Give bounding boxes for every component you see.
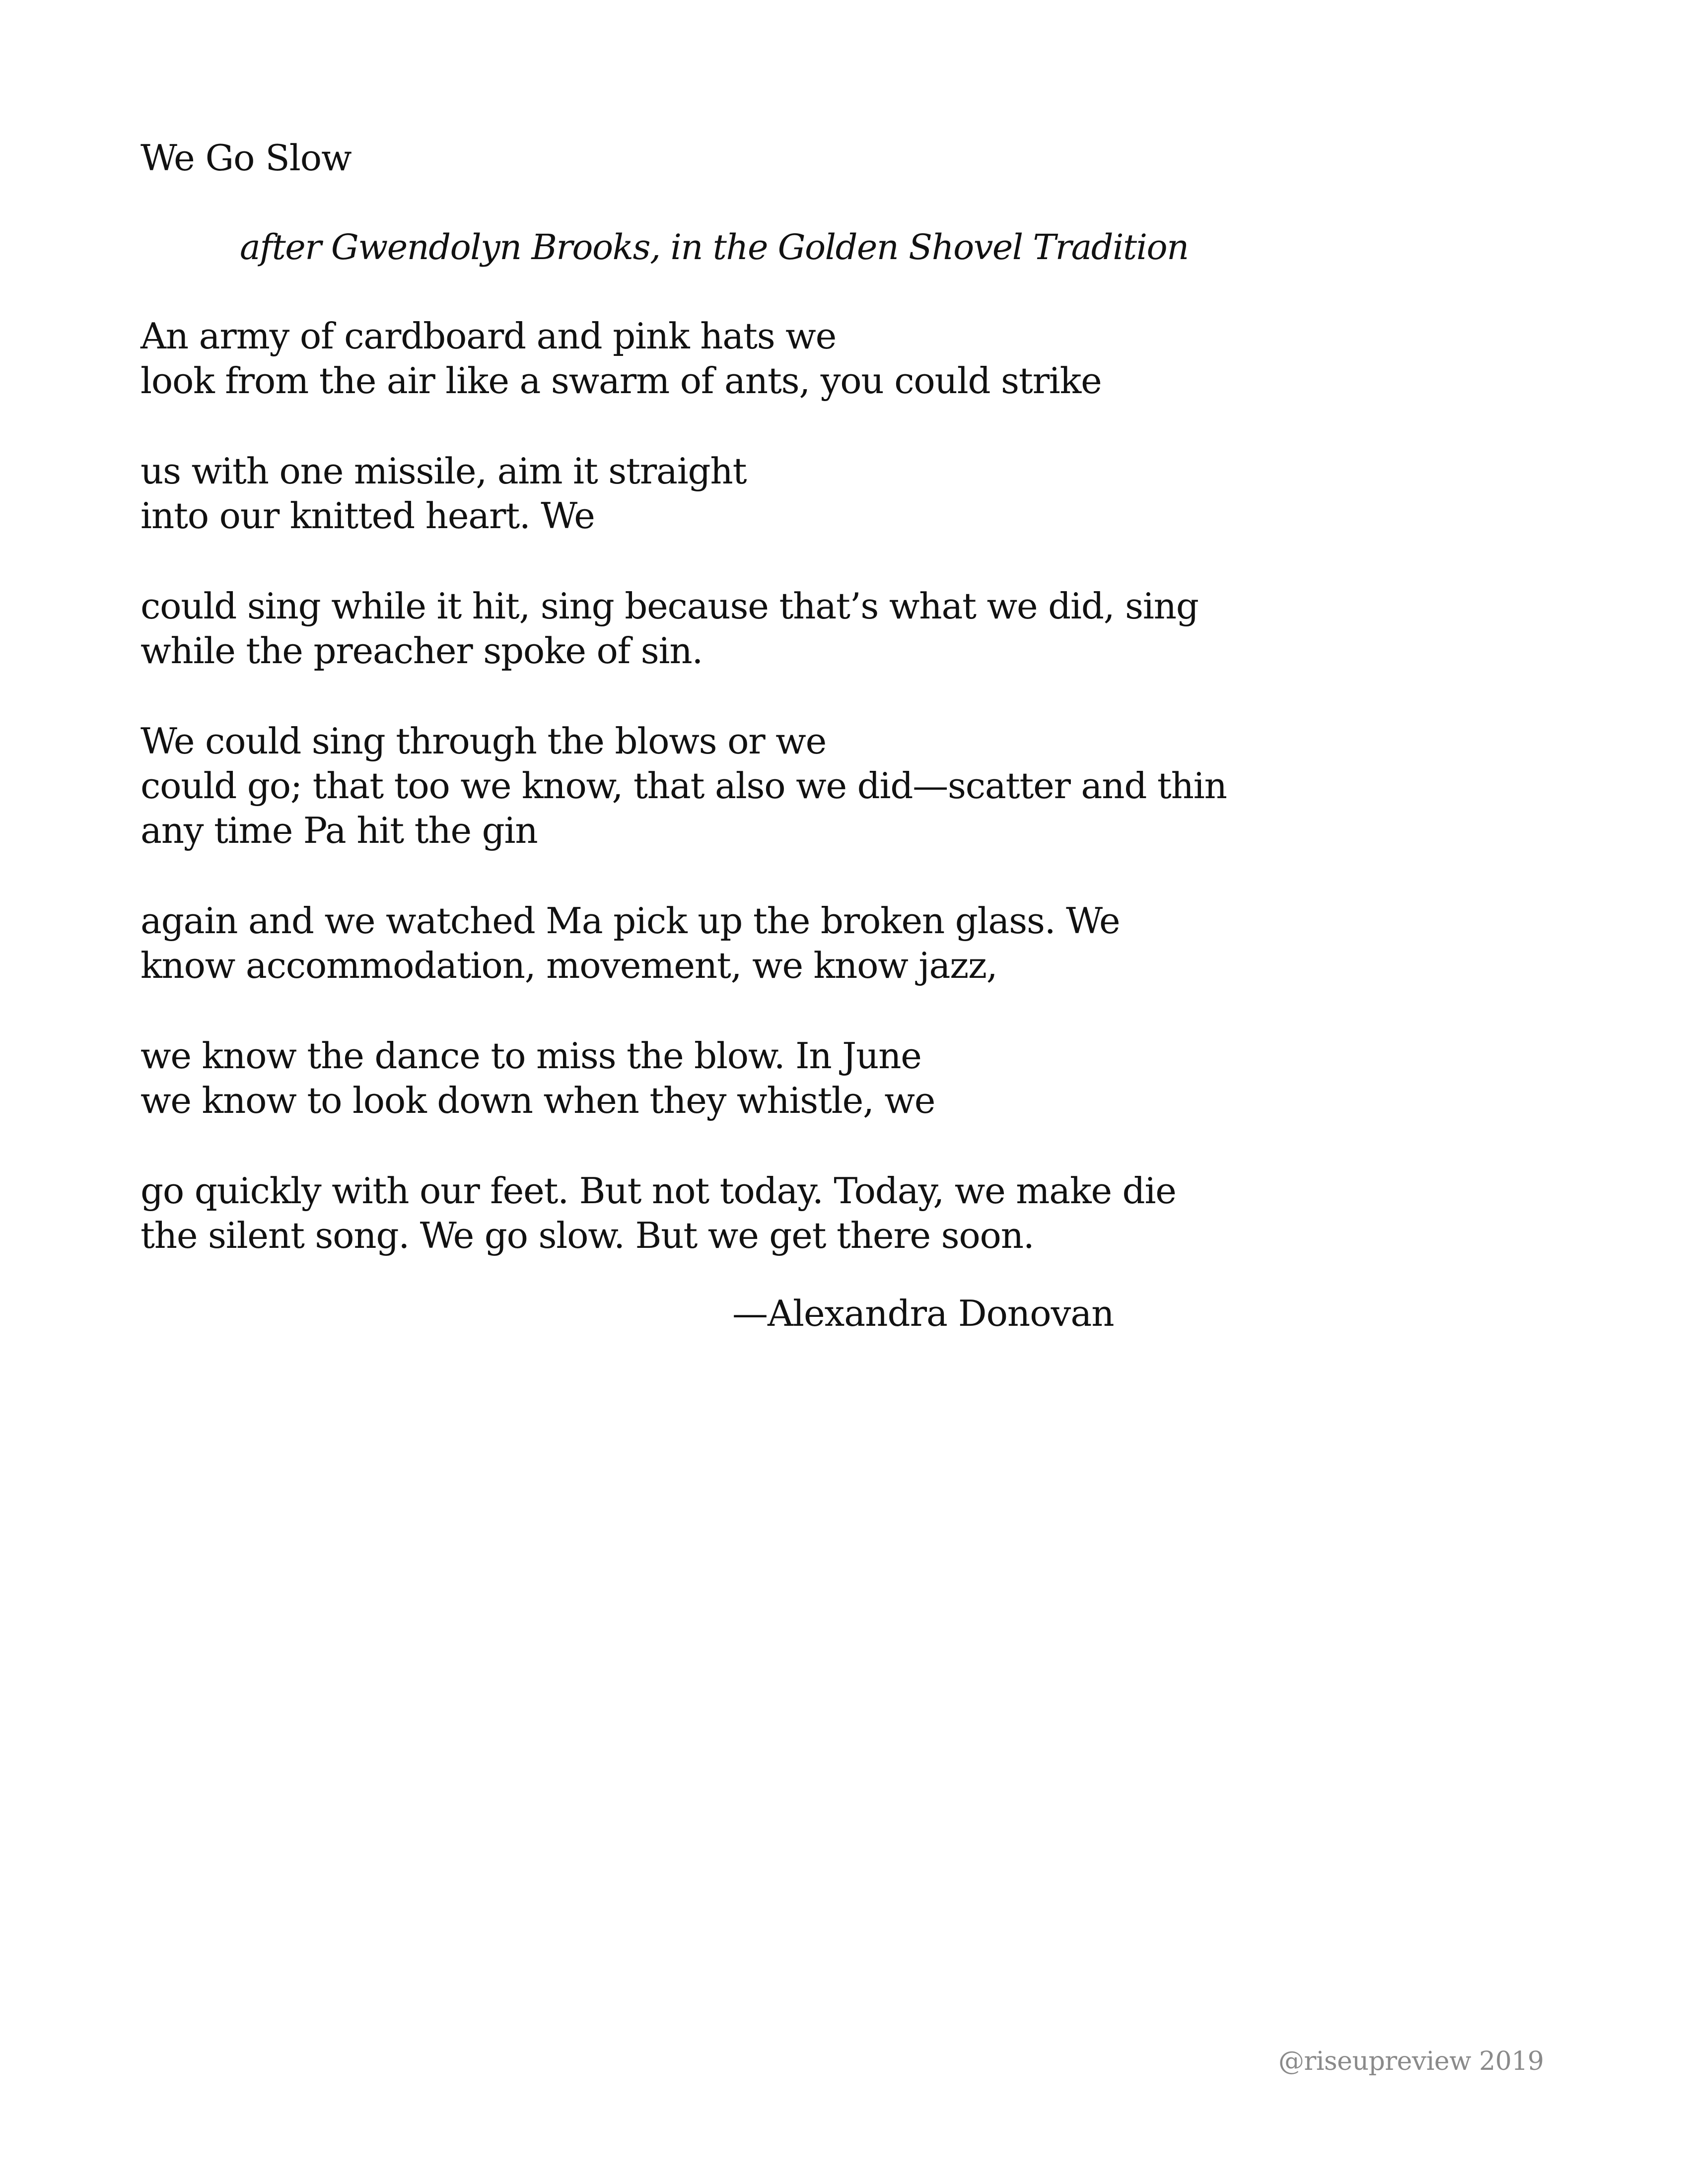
poem-line: the silent song. We go slow. But we get there soon. xyxy=(141,1215,1034,1256)
poem-line: could go; that too we know, that also we did—scatter and thin xyxy=(141,765,1227,807)
poem-line: We could sing through the blows or we xyxy=(141,720,827,762)
stanza xyxy=(141,449,1332,538)
stanza xyxy=(141,1033,1332,1123)
poem-line: An army of cardboard and pink hats we xyxy=(141,315,837,357)
stanza xyxy=(141,898,1332,988)
poem-line: us with one missile, aim it straight xyxy=(141,450,747,492)
stanza xyxy=(141,314,1332,403)
stanza xyxy=(141,1168,1332,1258)
footer-credit: @riseupreview 2019 xyxy=(1278,2047,1544,2076)
stanza xyxy=(141,719,1332,853)
poem-line: could sing while it hit, sing because that’s what we did, sing xyxy=(141,585,1198,627)
poem-line: go quickly with our feet. But not today. Today, we make die xyxy=(141,1170,1176,1212)
poem-line: any time Pa hit the gin xyxy=(141,810,538,851)
poem-line: we know to look down when they whistle, we xyxy=(141,1080,935,1121)
poem-line: into our knitted heart. We xyxy=(141,495,595,537)
author-signature: —Alexandra Donovan xyxy=(732,1293,1114,1334)
poem-line: while the preacher spoke of sin. xyxy=(141,630,703,672)
poem-subtitle: after Gwendolyn Brooks, in the Golden Shovel Tradition xyxy=(240,227,1189,268)
poem-title: We Go Slow xyxy=(141,137,352,179)
poem-line: know accommodation, movement, we know jazz, xyxy=(141,945,997,986)
poem-line: look from the air like a swarm of ants, you could strike xyxy=(141,360,1102,402)
poem-body xyxy=(141,314,1332,1303)
stanza xyxy=(141,584,1332,673)
poem-line: we know the dance to miss the blow. In June xyxy=(141,1035,921,1077)
poem-line: again and we watched Ma pick up the broken glass. We xyxy=(141,900,1120,942)
